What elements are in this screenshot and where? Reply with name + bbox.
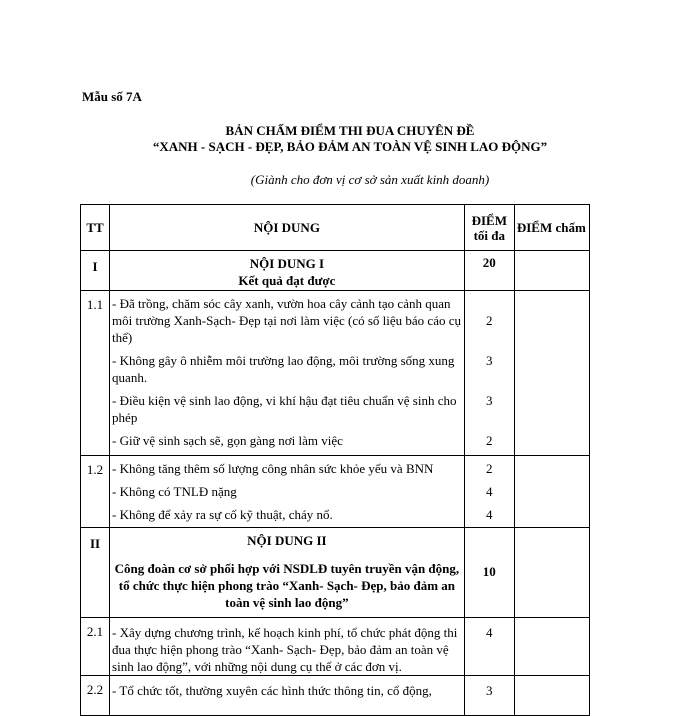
row-2-2-score[interactable] — [514, 676, 589, 716]
section1-title: NỘI DUNG I — [249, 256, 325, 271]
table-row — [81, 618, 590, 676]
table-row — [81, 456, 590, 528]
list-item: - Không có TNLĐ nặng — [112, 484, 237, 499]
table-header-row — [81, 205, 590, 251]
table-row — [81, 251, 590, 291]
table-row — [81, 676, 590, 716]
header-tt: TT — [81, 205, 110, 251]
points-value: 3 — [486, 353, 493, 368]
points-value: 4 — [486, 507, 493, 522]
row-2-1-score[interactable] — [514, 618, 589, 676]
row-1-1-score[interactable] — [514, 291, 589, 456]
points-value: 2 — [486, 313, 493, 328]
document-title-line2: “XANH - SẠCH - ĐẸP, BẢO ĐẢM AN TOÀN VỆ SINH LAO ĐỘNG” — [152, 139, 548, 154]
row-2-1-content: - Xây dựng chương trình, kế hoạch kinh phí, tổ chức phát động thi đua thực hiện phong trào “Xanh- Sạch- Đẹp, bảo đảm an toàn vệ sinh lao động”, với những nội dung cụ thể ở các đơn vị. — [110, 618, 465, 676]
row-2-2-points: 3 — [464, 676, 514, 716]
row-1-2-points — [464, 456, 514, 528]
header-content: NỘI DUNG — [110, 205, 465, 251]
points-value: 2 — [486, 461, 493, 476]
section1-subtitle: Kết quả đạt được — [238, 273, 336, 288]
list-item: - Không gây ô nhiễm môi trường lao động, môi trường sống xung quanh. — [112, 353, 455, 385]
scoring-table — [80, 204, 590, 716]
row-2-1-points: 4 — [464, 618, 514, 676]
form-number: Mẫu số 7A — [82, 89, 142, 104]
points-value: 2 — [486, 433, 493, 448]
points-value: 4 — [486, 484, 493, 499]
row-1-1-tt: 1.1 — [81, 291, 110, 456]
list-item: - Đã trồng, chăm sóc cây xanh, vườn hoa cây cảnh tạo cảnh quan môi trường Xanh-Sạch- Đẹp tại nơi làm việc (có số liệu báo cáo cụ thể) — [112, 296, 461, 345]
header-max-line2: tối đa — [473, 227, 505, 243]
row-2-1-tt: 2.1 — [81, 618, 110, 676]
section1-content — [110, 251, 465, 291]
list-item: - Điều kiện vệ sinh lao động, vi khí hậu đạt tiêu chuẩn vệ sinh cho phép — [112, 393, 457, 425]
row-2-2-tt: 2.2 — [81, 676, 110, 716]
header-max-line1: ĐIỂM — [471, 212, 507, 228]
row-2-2-content: - Tổ chức tốt, thường xuyên các hình thức thông tin, cổ động, — [110, 676, 465, 716]
header-score: ĐIỂM chấm — [514, 205, 589, 251]
row-1-1-content — [110, 291, 465, 456]
section2-title: NỘI DUNG II — [247, 533, 327, 548]
document-subtitle: (Giành cho đơn vị cơ sở sản xuất kinh doanh) — [250, 172, 490, 187]
section1-score[interactable] — [514, 251, 589, 291]
row-1-2-score[interactable] — [514, 456, 589, 528]
header-max-points — [464, 205, 514, 251]
table-row — [81, 528, 590, 618]
list-item: - Giữ vệ sinh sạch sẽ, gọn gàng nơi làm việc — [112, 433, 343, 448]
section2-score[interactable] — [514, 528, 589, 618]
section1-tt: I — [81, 251, 110, 291]
points-value: 3 — [486, 393, 493, 408]
row-1-1-points — [464, 291, 514, 456]
list-item: - Không tăng thêm số lượng công nhân sức khỏe yếu và BNN — [112, 461, 434, 476]
section1-points: 20 — [464, 251, 514, 291]
section2-subtitle: Công đoàn cơ sở phối hợp với NSDLĐ tuyên truyền vận động, tổ chức thực hiện phong trào “Xanh- Sạch- Đẹp, bảo đảm an toàn vệ sinh lao động” — [114, 561, 460, 610]
row-1-2-tt: 1.2 — [81, 456, 110, 528]
row-1-2-content — [110, 456, 465, 528]
document-title-line1: BẢN CHẤM ĐIỂM THI ĐUA CHUYÊN ĐỀ — [225, 123, 475, 138]
list-item: - Không để xảy ra sự cố kỹ thuật, cháy nổ. — [112, 507, 333, 522]
section2-content — [110, 528, 465, 618]
table-row — [81, 291, 590, 456]
section2-points: 10 — [464, 528, 514, 618]
section2-tt: II — [81, 528, 110, 618]
